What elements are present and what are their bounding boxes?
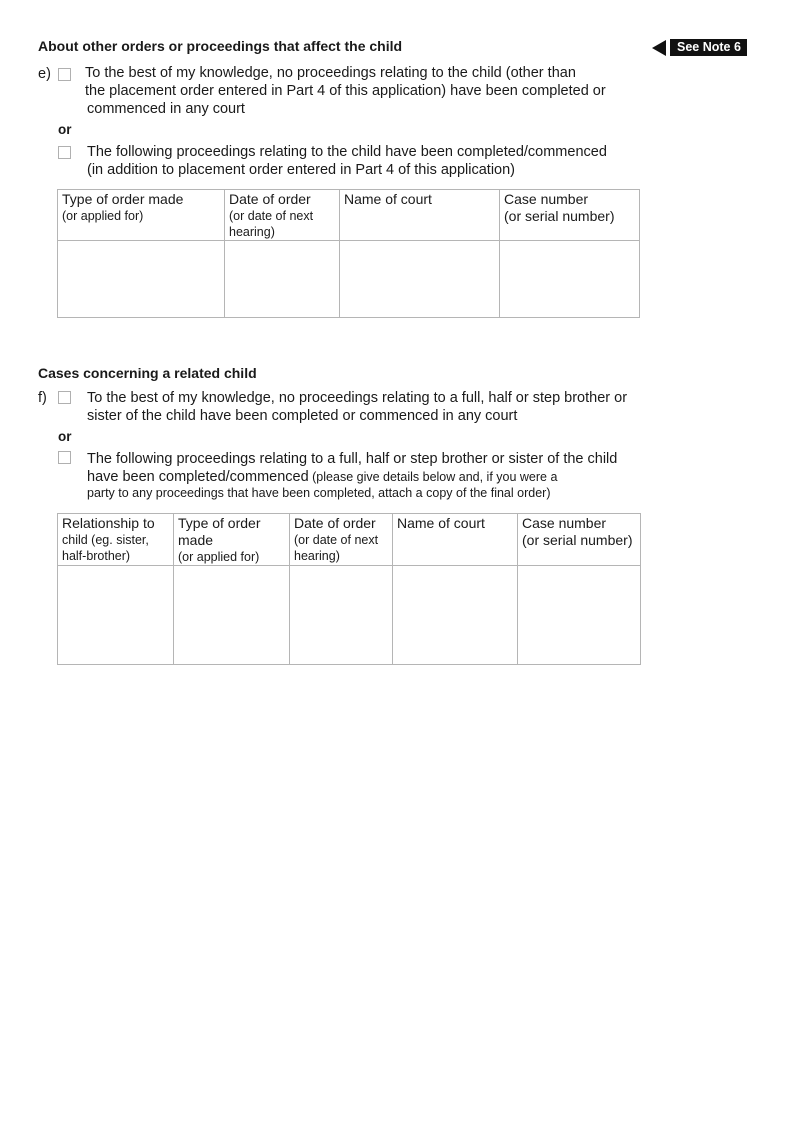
option2-line1: The following proceedings relating to the child have been completed/commenced [87, 144, 607, 160]
or-label: or [58, 122, 72, 137]
court-cell[interactable] [340, 241, 500, 318]
col-header-type: Type of order made (or applied for) [174, 514, 290, 566]
sibling-proceedings-table [57, 513, 641, 665]
section-f-marker: f) [38, 390, 47, 406]
f-or-label: or [58, 429, 72, 444]
arrow-left-icon [652, 40, 666, 56]
option1-line2: the placement order entered in Part 4 of this application) have been completed or [85, 83, 606, 99]
date-cell[interactable] [225, 241, 340, 318]
option2-line2: (in addition to placement order entered in Part 4 of this application) [87, 162, 515, 178]
col-header-date: Date of order (or date of next hearing) [225, 190, 340, 241]
relationship-cell[interactable] [58, 566, 174, 665]
f-option2-line3: party to any proceedings that have been completed, attach a copy of the final order) [87, 486, 551, 500]
option1-line3: commenced in any court [87, 101, 245, 117]
col-header-case: Case number (or serial number) [518, 514, 641, 566]
sibling-proceedings-checkbox[interactable] [58, 451, 71, 464]
type-cell[interactable] [174, 566, 290, 665]
col-header-relationship: Relationship to child (eg. sister, half-brother) [58, 514, 174, 566]
case-cell[interactable] [500, 241, 640, 318]
following-proceedings-checkbox[interactable] [58, 146, 71, 159]
option1-line1: To the best of my knowledge, no proceedings relating to the child (other than [85, 65, 576, 81]
col-header-court: Name of court [393, 514, 518, 566]
col-header-court: Name of court [340, 190, 500, 241]
date-cell[interactable] [290, 566, 393, 665]
see-note-label: See Note 6 [670, 39, 747, 56]
f-option1-line1: To the best of my knowledge, no proceedings relating to a full, half or step brother or [87, 390, 628, 406]
see-note-tag[interactable] [652, 39, 747, 56]
col-header-date: Date of order (or date of next hearing) [290, 514, 393, 566]
case-cell[interactable] [518, 566, 641, 665]
col-header-case: Case number (or serial number) [500, 190, 640, 241]
proceedings-table [57, 189, 640, 318]
no-proceedings-checkbox[interactable] [58, 68, 71, 81]
no-sibling-proceedings-checkbox[interactable] [58, 391, 71, 404]
f-option2-line2: have been completed/commenced (please give details below and, if you were a [87, 469, 558, 485]
court-cell[interactable] [393, 566, 518, 665]
section-f-heading: Cases concerning a related child [38, 365, 257, 381]
f-option1-line2: sister of the child have been completed or commenced in any court [87, 408, 518, 424]
section-e-heading: About other orders or proceedings that affect the child [38, 38, 403, 54]
f-option2-line1: The following proceedings relating to a full, half or step brother or sister of the child [87, 451, 618, 467]
type-cell[interactable] [58, 241, 225, 318]
section-e-marker: e) [38, 66, 51, 82]
col-header-type: Type of order made (or applied for) [58, 190, 225, 241]
